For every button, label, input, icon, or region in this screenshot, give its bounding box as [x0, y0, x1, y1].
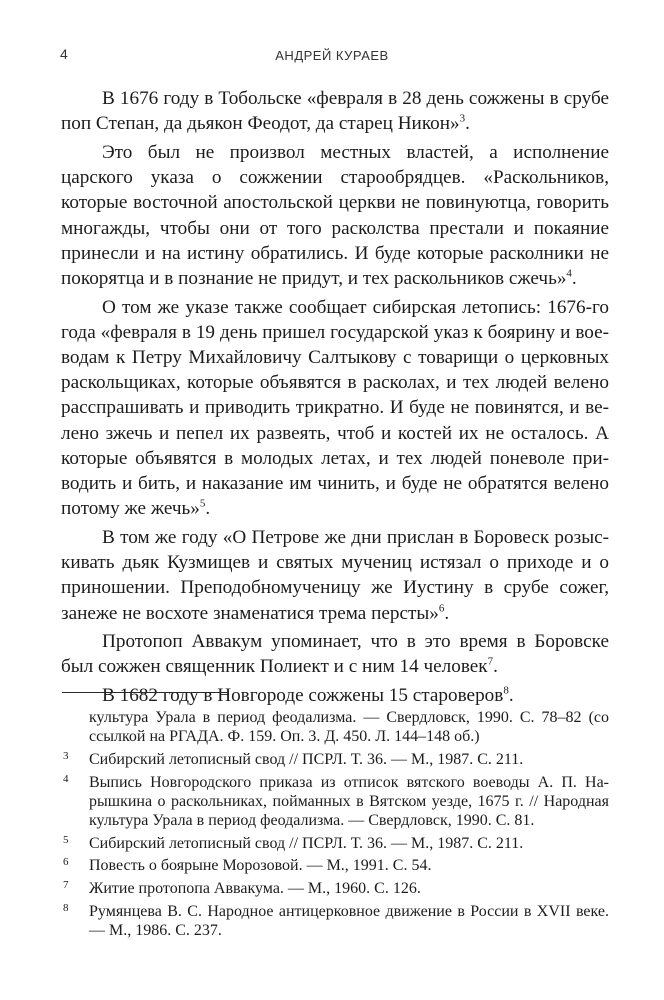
- paragraph-6: [61, 683, 609, 708]
- footnote-7: [63, 879, 609, 898]
- paragraph-end: .: [444, 602, 450, 624]
- footnotes: [63, 708, 609, 944]
- page-number: 4: [60, 46, 68, 62]
- footnote-text: Повесть о боярыне Морозовой. — М., 1991. С. 54.: [89, 857, 432, 875]
- paragraph-2: [61, 140, 609, 291]
- paragraph-text: В 1676 году в Тобольске «февраля в 28 день сожжены в срубе поп Степан, да дьякон Феодот, да старец Никон»: [61, 88, 609, 135]
- footnote-number: 5: [63, 833, 69, 846]
- paragraph-text: В том же году «О Петрове же дни прислан в Боровеск розыскивать дьяк Кузмищев и святых мучениц истязал о приходе и о приношении. Преподобномученицу же Иустину в срубе сожег, занеже не восхоте знаменатися трема персты»: [61, 526, 609, 624]
- paragraph-text: О том же указе также сообщает сибирская летопись: 1676-го года «февраля в 19 день пришел государской указ к боярину и воеводам к Петру Михайловичу Салтыкову с товарищи о церковных раскольщиках, которые объявятся в расколах, и тех людей велено расспрашивать и приводить трикратно. И буде не повинятся, и велено зжечь и пепел их развеять, чтоб и костей их не осталось. А которые объявятся в молодых летах, и тех людей поневоле приводить и бить, и наказание им чинить, и буде не обратятся велено потому же жечь»: [61, 296, 609, 520]
- footnote-4: [63, 773, 609, 831]
- footnote-divider: [62, 692, 228, 693]
- footnote-number: 3: [63, 749, 69, 762]
- footnote-text: Сибирский летописный свод // ПСРЛ. Т. 36. — М., 1987. С. 211.: [89, 834, 524, 852]
- paragraph-end: .: [205, 498, 211, 520]
- footnote-ref-3: 3: [459, 112, 466, 125]
- footnote-5: [63, 834, 609, 853]
- footnote-number: 7: [63, 879, 69, 892]
- paragraph-end: .: [571, 267, 577, 289]
- main-text: [61, 86, 609, 712]
- footnote-ref-6: 6: [438, 602, 445, 615]
- footnote-continued: [63, 708, 609, 746]
- footnote-ref-4: 4: [566, 267, 572, 280]
- footnote-number: 8: [63, 901, 69, 914]
- paragraph-1: [61, 86, 609, 136]
- footnote-text: Румянцева В. С. Народное антицерковное движение в России в XVII веке. — М., 1986. С. 237.: [89, 902, 609, 940]
- footnote-ref-5: 5: [199, 497, 206, 510]
- footnote-3: [63, 750, 609, 769]
- footnote-8: [63, 902, 609, 940]
- footnote-ref-8: 8: [503, 684, 509, 697]
- footnote-6: [63, 856, 609, 875]
- paragraph-end: .: [465, 113, 470, 135]
- paragraph-5: [61, 629, 609, 679]
- running-head: АНДРЕЙ КУРАЕВ: [275, 48, 389, 63]
- footnote-text: Выпись Новгородского приказа из отписок вятского воеводы А. П. Нарышкина о раскольниках, пойманных в Вятском уезде, 1675 г. // Народная культура Урала в период феодализма. — Свердловск, 1990. С. 81.: [89, 773, 609, 830]
- paragraph-text: В 1682 году в Новгороде сожжены 15 староверов: [102, 685, 504, 707]
- footnote-text: Житие протопопа Аввакума. — М., 1960. С. 126.: [89, 880, 421, 898]
- paragraph-text: Это был не произвол местных властей, а исполнение царского указа о сожжении старообрядцев. «Раскольников, которые восточной апостольской церкви не повинуютца, говорить многажды, чтобы они от того расколства престали и покаяние принесли и на истину обратились. И буде которые расколники не покорятца и в познание не придут, и тех раскольников сжечь»: [61, 141, 609, 289]
- paragraph-text: Протопоп Аввакум упоминает, что в это время в Боровске был сожжен священник Полиект и с ним 14 человек: [61, 631, 609, 678]
- footnote-text: Сибирский летописный свод // ПСРЛ. Т. 36. — М., 1987. С. 211.: [89, 750, 524, 768]
- paragraph-end: .: [493, 656, 498, 678]
- paragraph-end: .: [508, 685, 514, 707]
- footnote-number: 6: [63, 856, 69, 869]
- paragraph-4: [61, 525, 609, 626]
- footnote-number: 4: [63, 772, 69, 785]
- paragraph-3: [61, 295, 609, 522]
- footnote-ref-7: 7: [487, 656, 494, 669]
- footnote-text: культура Урала в период феодализма. — Свердловск, 1990. С. 78–82 (со ссылкой на РГАДА. Ф. 159. Оп. 3. Д. 450. Л. 144–148 об.): [89, 709, 609, 746]
